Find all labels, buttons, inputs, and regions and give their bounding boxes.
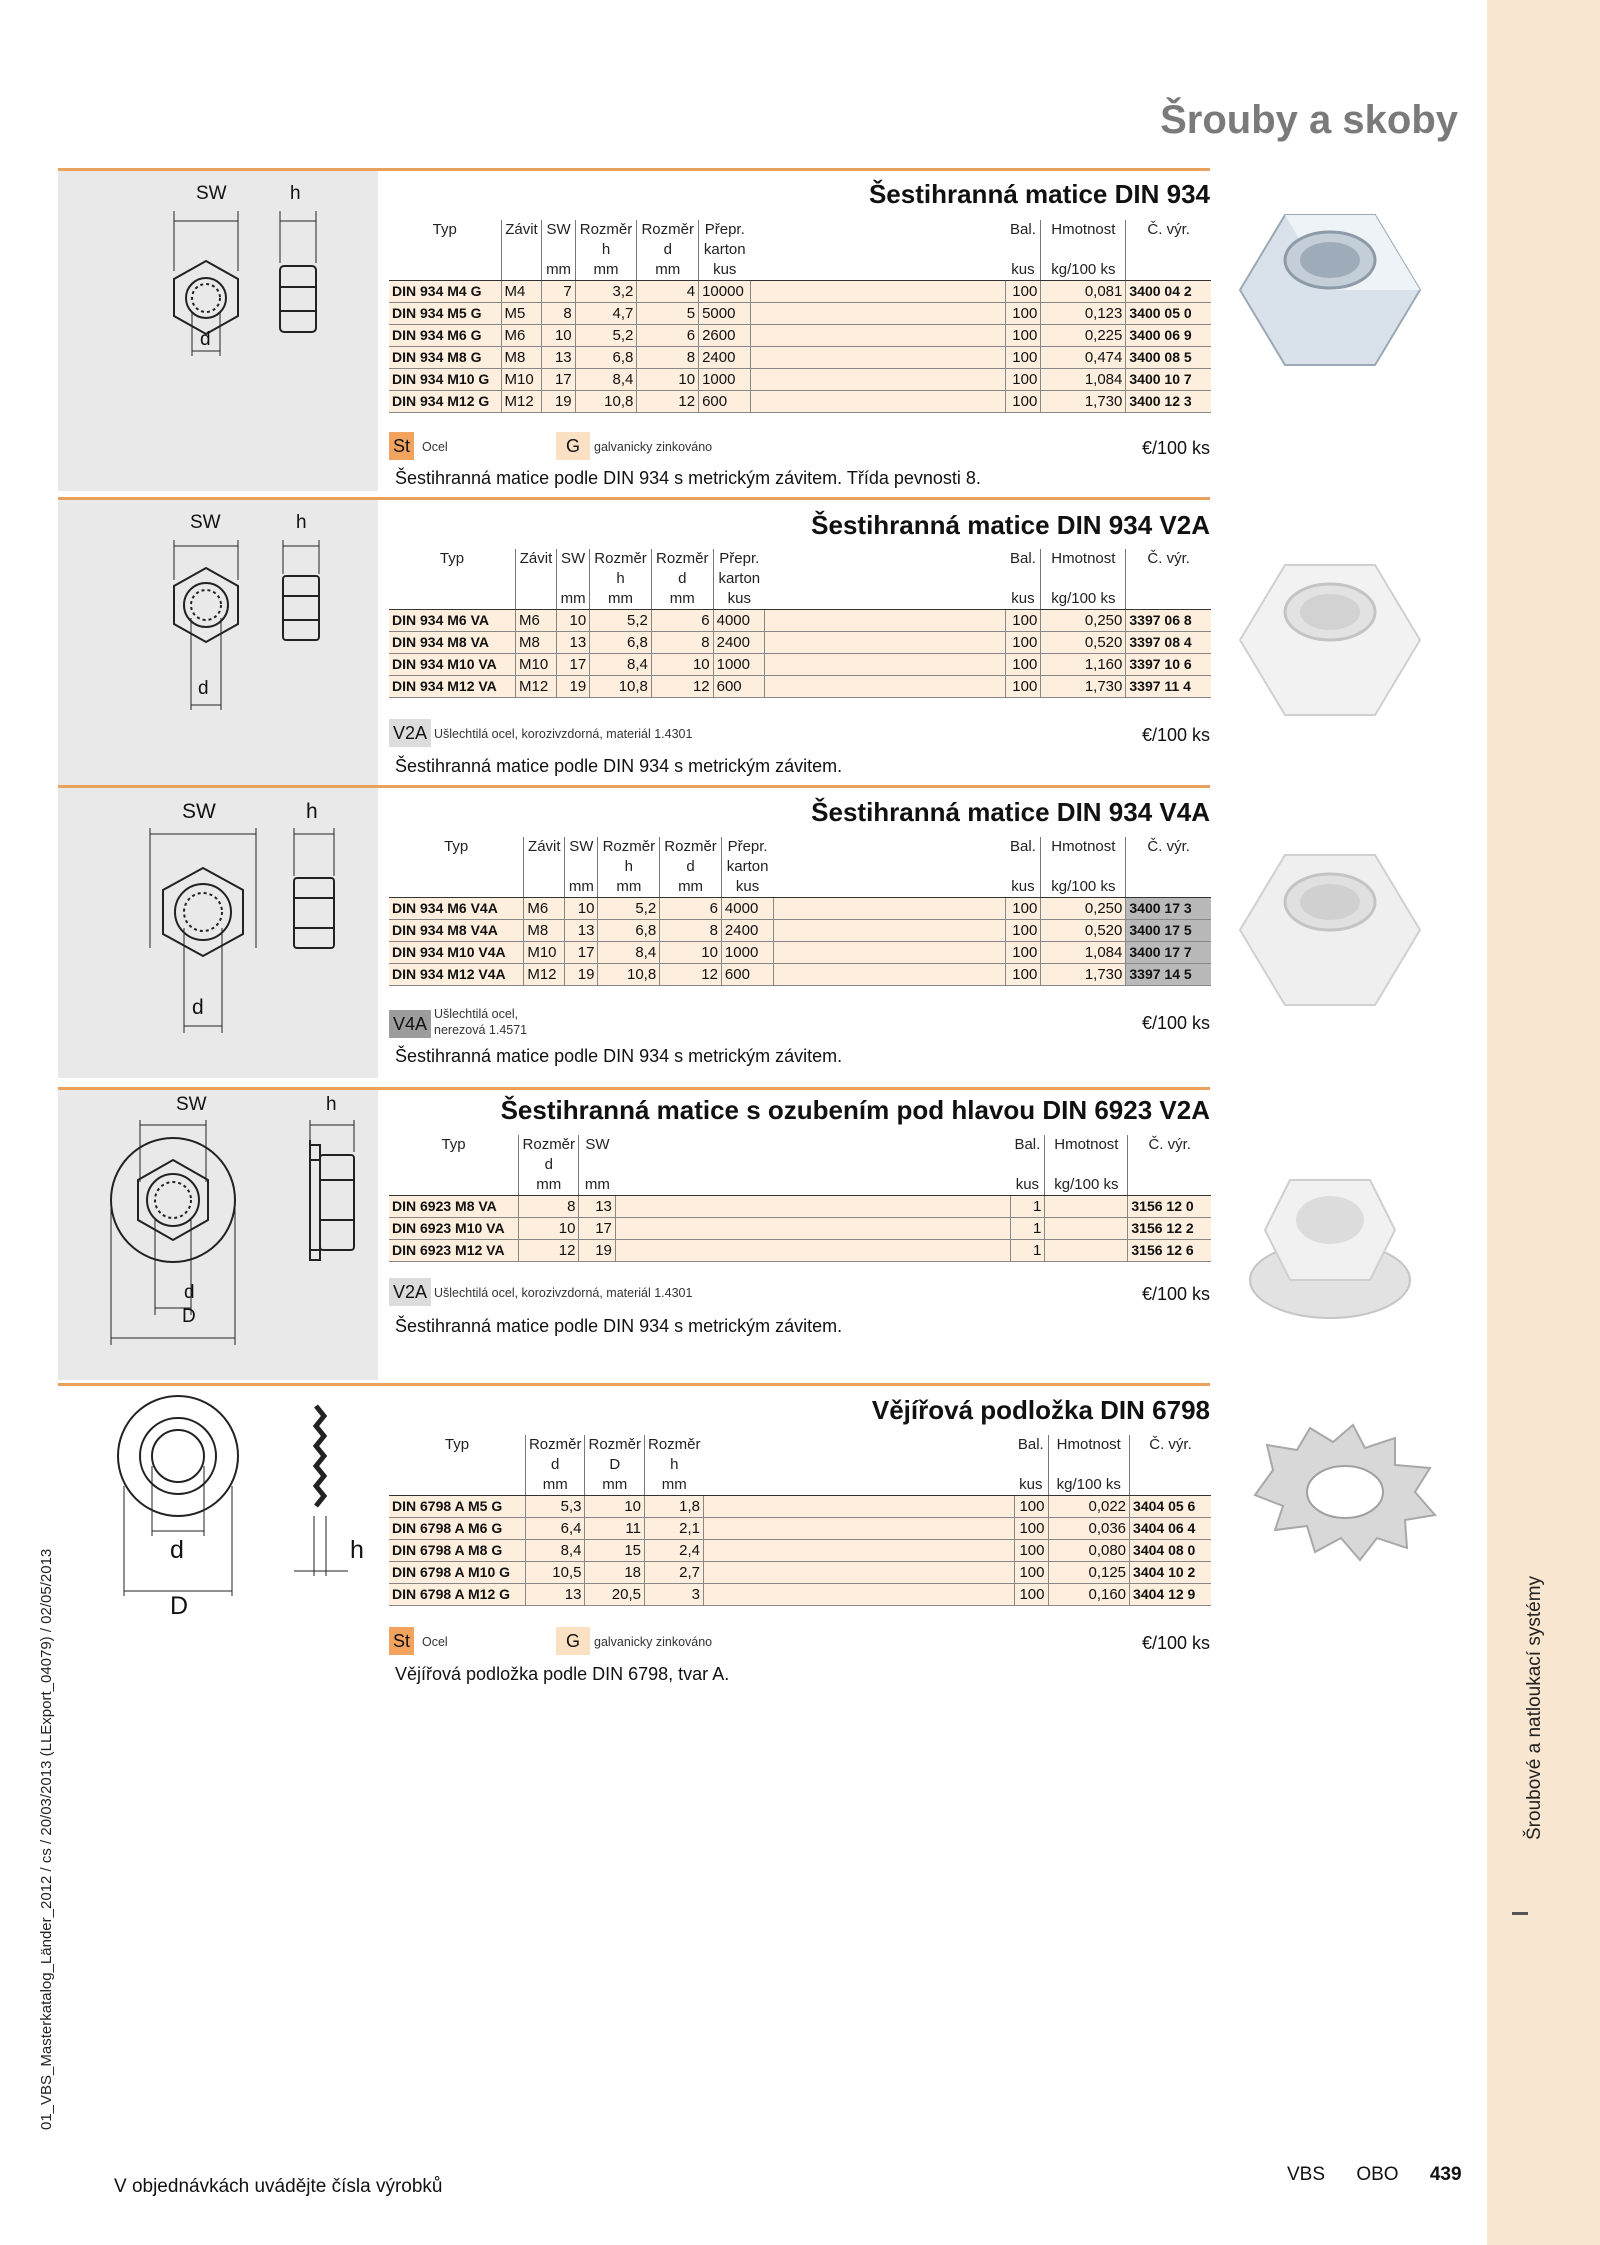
footer-brand [1287, 2164, 1462, 2186]
description: Vějířová podložka podle DIN 6798, tvar A. [395, 1664, 730, 1684]
table-row: DIN 934 M10 V4A M10 17 8,4 10 1000 100 1,084 3400 17 7 [389, 942, 1211, 964]
finish-text: galvanicky zinkováno [594, 440, 713, 454]
table-row: DIN 934 M6 G M6 10 5,2 6 2600 100 0,225 3400 06 9 [389, 325, 1211, 347]
product-table: Typ Rozměr Rozměr Rozměr Bal. Hmotnost Č. výr. d D h mm mm mm kus kg/100 ks DIN 6798 A M5 G 5,3 10 1,8 100 0,022 3404 05 6 DIN 6798 A M6 G 6,4 11 2,1 100 0,036 3404 06 4 DIN 6798 A M8 G 8,4 15 2,4 100 0,080 3404 08 0 DIN 6798 A M10 G 10,5 18 2,7 100 0,125 3404 10 2 DIN 6798 A M12 G 13 20,5 3 100 0,160 3404 12 9 [389, 1435, 1211, 1606]
description: Šestihranná matice podle DIN 934 s metrickým závitem. Třída pevnosti 8. [395, 468, 981, 488]
table-row: DIN 934 M12 V4A M12 19 10,8 12 600 100 1,730 3397 14 5 [389, 964, 1211, 986]
material-text-line1: Ušlechtilá ocel, [434, 1007, 519, 1021]
technical-drawing [58, 788, 378, 1078]
technical-drawing [58, 1386, 378, 1626]
table-row: DIN 6798 A M6 G 6,4 11 2,1 100 0,036 3404 06 4 [389, 1518, 1211, 1540]
label-h: h [296, 512, 307, 533]
label-D: D [170, 1592, 189, 1620]
section-din-6923 [58, 1087, 1210, 1382]
flange-nut-photo [1225, 1140, 1435, 1340]
section-title: Vějířová podložka DIN 6798 [871, 1395, 1210, 1425]
material-text-line2: nerezová 1.4571 [434, 1023, 528, 1037]
flange-nut-drawing [58, 1090, 378, 1380]
product-table: Typ Rozměr SW Bal. Hmotnost Č. výr. d mm mm kus kg/100 ks DIN 6923 M8 VA 8 13 1 3156 12 0 DIN 6923 M10 VA 10 17 1 3156 12 2 DIN 6923 M12 VA 12 19 1 3156 12 6 [389, 1135, 1211, 1262]
technical-drawing [58, 171, 378, 491]
hex-nut-photo [1225, 190, 1435, 390]
price-unit: €/100 ks [1141, 1013, 1210, 1033]
side-label [1524, 1770, 1544, 1840]
right-sidebar [1487, 0, 1600, 2245]
table-row: DIN 934 M6 V4A M6 10 5,2 6 4000 100 0,250 3400 17 3 [389, 898, 1211, 920]
label-sw: SW [182, 800, 216, 823]
table-row: DIN 934 M4 G M4 7 3,2 4 10000 100 0,081 3400 04 2 [389, 281, 1211, 303]
label-sw: SW [176, 1094, 207, 1115]
label-h: h [290, 183, 301, 204]
table-row: DIN 934 M8 V4A M8 13 6,8 8 2400 100 0,520 3400 17 5 [389, 920, 1211, 942]
material-text: Ušlechtilá ocel, korozivzdorná, materiál 1.4301 [434, 1286, 693, 1300]
description: Šestihranná matice podle DIN 934 s metrickým závitem. [395, 1046, 843, 1066]
section-din-934-v4a [58, 785, 1210, 1080]
finish-text: galvanicky zinkováno [594, 1635, 713, 1649]
table-row: DIN 6923 M8 VA 8 13 1 3156 12 0 [389, 1196, 1211, 1218]
product-table: Typ Závit SW Rozměr Rozměr Přepr. Bal. Hmotnost Č. výr. h d karton mm mm mm kus kus kg/100 ks DIN 934 M4 G M4 7 3,2 4 10000 100 0,081 3400 04 2 DIN 934 M5 G M5 8 4,7 5 5000 100 0,123 3400 05 0 DIN 934 M6 G M6 10 5,2 6 2600 100 0,225 3400 06 9 DIN 934 M8 G M8 13 6,8 8 2400 100 0,474 3400 08 5 DIN 934 M10 G M10 17 8,4 10 1000 100 1,084 3400 10 7 DIN 934 M12 G M12 19 10,8 12 600 100 1,730 3400 12 3 [389, 220, 1211, 413]
material-badge-v2a: V2A [389, 719, 431, 747]
hex-nut-v2a-photo [1225, 540, 1435, 740]
table-row: DIN 934 M5 G M5 8 4,7 5 5000 100 0,123 3400 05 0 [389, 303, 1211, 325]
section-title: Šestihranná matice DIN 934 [868, 179, 1210, 209]
label-D: D [182, 1306, 196, 1327]
table-row: DIN 6798 A M5 G 5,3 10 1,8 100 0,022 3404 05 6 [389, 1496, 1211, 1518]
section-title: Šestihranná matice DIN 934 V4A [811, 797, 1210, 827]
section-din-934 [58, 168, 1210, 498]
lock-washer-photo [1245, 1420, 1445, 1570]
page-number: 439 [1429, 2164, 1462, 2185]
hex-nut-v4a-photo [1225, 830, 1435, 1030]
material-badge-st: St [389, 432, 414, 460]
material-text: Ušlechtilá ocel, korozivzdorná, materiál 1.4301 [434, 727, 693, 741]
description: Šestihranná matice podle DIN 934 s metrickým závitem. [395, 1316, 843, 1336]
description: Šestihranná matice podle DIN 934 s metrickým závitem. [395, 756, 843, 776]
side-mark [1512, 1912, 1528, 1915]
footer-brand-vbs: VBS [1287, 2164, 1326, 2185]
label-d: d [170, 1536, 184, 1564]
hex-nut-drawing [58, 171, 378, 491]
hex-nut-drawing [58, 788, 378, 1078]
label-d: d [184, 1282, 195, 1303]
table-row: DIN 934 M10 VA M10 17 8,4 10 1000 100 1,160 3397 10 6 [389, 654, 1211, 676]
finish-badge-g: G [556, 1627, 590, 1655]
table-row: DIN 6798 A M10 G 10,5 18 2,7 100 0,125 3404 10 2 [389, 1562, 1211, 1584]
lock-washer-drawing [58, 1386, 378, 1626]
material-badge-st: St [389, 1627, 414, 1655]
table-row: DIN 934 M12 G M12 19 10,8 12 600 100 1,730 3400 12 3 [389, 391, 1211, 413]
material-text: Ocel [422, 440, 448, 454]
table-row: DIN 934 M8 VA M8 13 6,8 8 2400 100 0,520 3397 08 4 [389, 632, 1211, 654]
label-sw: SW [196, 183, 227, 204]
table-row: DIN 6923 M10 VA 10 17 1 3156 12 2 [389, 1218, 1211, 1240]
price-unit: €/100 ks [1141, 1633, 1210, 1653]
table-row: DIN 934 M8 G M8 13 6,8 8 2400 100 0,474 3400 08 5 [389, 347, 1211, 369]
label-d: d [192, 996, 204, 1019]
material-badge-v4a: V4A [389, 1010, 431, 1038]
section-title: Šestihranná matice s ozubením pod hlavou DIN 6923 V2A [500, 1095, 1210, 1125]
product-table: Typ Závit SW Rozměr Rozměr Přepr. Bal. Hmotnost Č. výr. h d karton mm mm mm kus kus kg/100 ks DIN 934 M6 V4A M6 10 5,2 6 4000 100 0,250 3400 17 3 DIN 934 M8 V4A M8 13 6,8 8 2400 100 0,520 3400 17 5 DIN 934 M10 V4A M10 17 8,4 10 1000 100 1,084 3400 17 7 DIN 934 M12 V4A M12 19 10,8 12 600 100 1,730 3397 14 5 [389, 837, 1211, 986]
material-badge-v2a: V2A [389, 1278, 431, 1306]
left-vertical-note: 01_VBS_Masterkatalog_Länder_2012 / cs / 20/03/2013 (LLExport_04079) / 02/05/2013 [38, 1548, 55, 2130]
table-row: DIN 6798 A M12 G 13 20,5 3 100 0,160 3404 12 9 [389, 1584, 1211, 1606]
material-text: Ocel [422, 1635, 448, 1649]
label-h: h [306, 800, 318, 823]
finish-badge-g: G [556, 432, 590, 460]
table-row: DIN 934 M10 G M10 17 8,4 10 1000 100 1,084 3400 10 7 [389, 369, 1211, 391]
table-row: DIN 6923 M12 VA 12 19 1 3156 12 6 [389, 1240, 1211, 1262]
label-h: h [350, 1536, 364, 1564]
label-h: h [326, 1094, 337, 1115]
table-row: DIN 934 M12 VA M12 19 10,8 12 600 100 1,730 3397 11 4 [389, 676, 1211, 698]
footer-note: V objednávkách uvádějte čísla výrobků [114, 2176, 443, 2197]
section-din-6798 [58, 1383, 1210, 1693]
label-d: d [198, 678, 209, 699]
table-row: DIN 6798 A M8 G 8,4 15 2,4 100 0,080 3404 08 0 [389, 1540, 1211, 1562]
table-row: DIN 934 M6 VA M6 10 5,2 6 4000 100 0,250 3397 06 8 [389, 610, 1211, 632]
section-title: Šestihranná matice DIN 934 V2A [811, 510, 1210, 540]
product-table: Typ Závit SW Rozměr Rozměr Přepr. Bal. Hmotnost Č. výr. h d karton mm mm mm kus kus kg/100 ks DIN 934 M6 VA M6 10 5,2 6 4000 100 0,250 3397 06 8 DIN 934 M8 VA M8 13 6,8 8 2400 100 0,520 3397 08 4 DIN 934 M10 VA M10 17 8,4 10 1000 100 1,160 3397 10 6 DIN 934 M12 VA M12 19 10,8 12 600 100 1,730 3397 11 4 [389, 549, 1211, 698]
page-title: Šrouby a skoby [1160, 98, 1458, 142]
price-unit: €/100 ks [1141, 438, 1210, 458]
label-sw: SW [190, 512, 221, 533]
label-d: d [200, 329, 211, 350]
price-unit: €/100 ks [1141, 1284, 1210, 1304]
hex-nut-drawing [58, 500, 378, 785]
technical-drawing [58, 1090, 378, 1380]
price-unit: €/100 ks [1141, 725, 1210, 745]
section-din-934-v2a [58, 497, 1210, 787]
footer-brand-obo: OBO [1356, 2164, 1399, 2185]
technical-drawing [58, 500, 378, 785]
